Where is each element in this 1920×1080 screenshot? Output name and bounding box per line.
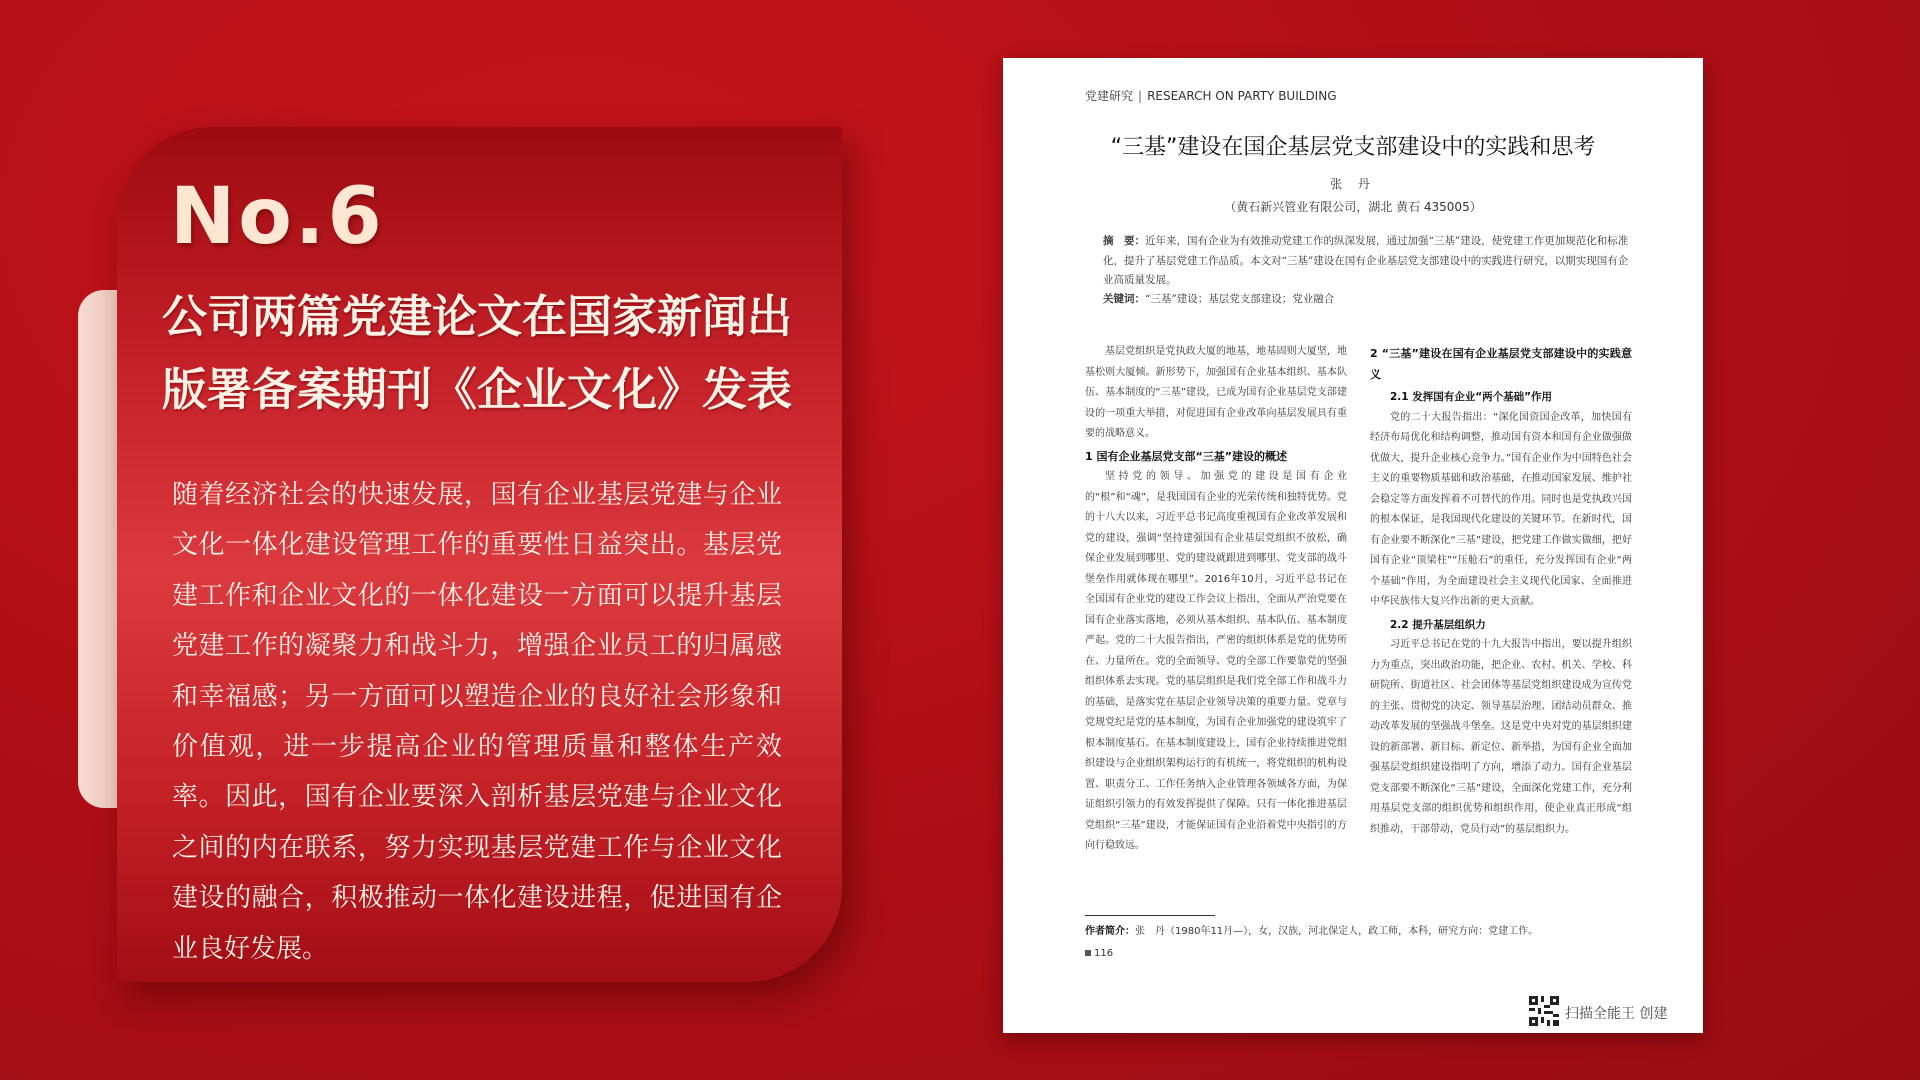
section-heading: 2 “三基”建设在国有企业基层党支部建设中的实践意义 bbox=[1370, 347, 1632, 381]
abstract-text: 近年来，国有企业为有效推动党建工作的纵深发展，通过加强“三基”建设，使党建工作更加规范化和标准化，提升了基层党建工作品质。本文对“三基”建设在国有企业基层党支部建设中的实践进行研究，以期实现国有企业高质量发展。 bbox=[1103, 235, 1629, 286]
subsection-heading: 2.1 发挥国有企业“两个基础”作用 bbox=[1390, 391, 1553, 403]
paper-paragraph: 坚持党的领导、加强党的建设是国有企业的“根”和“魂”，是我国国有企业的光荣传统和独特优势。党的十八大以来，习近平总书记高度重视国有企业改革发展和党的建设，强调“坚持建强国有企业基层党组织不放松，确保企业发展到哪里、党的建设就跟进到哪里、党支部的战斗堡垒作用就体现在哪里”。2016年10月，习近平总书记在全国国有企业党的建设工作会议上指出，全面从严治党要在国有企业落实落地，必须从基本组织、基本队伍、基本制度严起。党的二十大报告指出，严密的组织体系是党的优势所在、力量所在。党的全面领导、党的全部工作要靠党的坚强组织体系去实现。党的基层组织是我们党全部工作和战斗力的基础，是落实党在基层企业领导决策的重要力量。党章与党规党纪是党的基本制度，为国有企业加强党的建设筑牢了根本制度基石。在基本制度建设上，国有企业持续推进党组织建设与企业组织架构运行的有机统一，将党组织的机构设置、职责分工、工作任务纳入企业管理各领域各方面，为保证组织引领力的有效发挥提供了保障。只有一体化推进基层党组织“三基”建设，才能保证国有企业沿着党中央指引的方向行稳致远。 bbox=[1085, 471, 1347, 851]
paper-affiliation: （黄石新兴管业有限公司，湖北 黄石 435005） bbox=[1224, 200, 1482, 214]
author-note-label: 作者简介： bbox=[1085, 926, 1135, 937]
paper-paragraph: 基层党组织是党执政大厦的地基，地基固则大厦坚，地基松则大厦倾。新形势下，加强国有企业基本组织、基本队伍、基本制度的“三基”建设，已成为国有企业基层党支部建设的一项重大举措，对促进国有企业改革向基层发展具有重要的战略意义。 bbox=[1085, 346, 1347, 439]
qr-code-icon bbox=[1529, 996, 1559, 1026]
subsection-heading: 2.2 提升基层组织力 bbox=[1390, 618, 1486, 631]
paper-keywords bbox=[1103, 291, 1629, 306]
paper-abstract bbox=[1103, 232, 1629, 291]
paper-column-right bbox=[1370, 342, 1632, 840]
headline-line-1: 公司两篇党建论文在国家新闻出 bbox=[162, 290, 793, 343]
footnote-divider bbox=[1085, 915, 1215, 916]
paper-author: 张 丹 bbox=[1330, 177, 1376, 191]
page-number bbox=[1085, 948, 1113, 959]
header-separator: | bbox=[1138, 89, 1143, 103]
paper-paragraph: 党的二十大报告指出：“深化国资国企改革，加快国有经济布局优化和结构调整，推动国有资本和国有企业做强做优做大，提升企业核心竞争力。”国有企业作为中国特色社会主义的重要物质基础和政治基础，在推动国家发展、维护社会稳定等方面发挥着不可替代的作用。同时也是党执政兴国的根本保证，是我国现代化建设的关键环节。在新时代，国有企业要不断深化“三基”建设，把党建工作做实做细，把好国有企业“顶梁柱”“压舱石”的重任，充分发挥国有企业“两个基础”作用，为全面建设社会主义现代化国家、全面推进中华民族伟大复兴作出新的更大贡献。 bbox=[1370, 411, 1632, 607]
journal-header bbox=[1085, 87, 1337, 104]
journal-section-cn: 党建研究 bbox=[1085, 89, 1134, 103]
author-note bbox=[1085, 922, 1645, 937]
issue-number: No.6 bbox=[170, 172, 385, 262]
headline bbox=[162, 280, 842, 426]
section-heading: 1 国有企业基层党支部“三基”建设的概述 bbox=[1085, 449, 1287, 463]
keywords-label: 关键词： bbox=[1103, 293, 1145, 305]
author-note-text: 张 丹（1980年11月—），女，汉族，河北保定人，政工师，本科，研究方向：党建工作。 bbox=[1135, 926, 1539, 937]
paper-column-left bbox=[1085, 342, 1347, 857]
headline-line-2: 版署备案期刊《企业文化》发表 bbox=[162, 363, 793, 416]
journal-section-en: RESEARCH ON PARTY BUILDING bbox=[1147, 89, 1337, 103]
paper-page bbox=[1003, 58, 1703, 1033]
intro-paragraph: 随着经济社会的快速发展，国有企业基层党建与企业文化一体化建设管理工作的重要性日益突出。基层党建工作和企业文化的一体化建设一方面可以提升基层党建工作的凝聚力和战斗力，增强企业员工的归属感和幸福感；另一方面可以塑造企业的良好社会形象和价值观，进一步提高企业的管理质量和整体生产效率。因此，国有企业要深入剖析基层党建与企业文化之间的内在联系，努力实现基层党建工作与企业文化建设的融合，积极推动一体化建设进程，促进国有企业良好发展。 bbox=[172, 480, 782, 964]
paper-paragraph: 习近平总书记在党的十九大报告中指出，要以提升组织力为重点，突出政治功能，把企业、农村、机关、学校、科研院所、街道社区、社会团体等基层党组织建设成为宣传党的主张、贯彻党的决定、领导基层治理、团结动员群众、推动改革发展的坚强战斗堡垒。这是党中央对党的基层组织建设的新部署、新目标、新定位、新举措，为国有企业全面加强基层党组织建设指明了方向，增添了动力。国有企业基层党支部要不断深化“三基”建设，全面深化党建工作，充分利用基层党支部的组织优势和组织作用，使企业真正形成“组织推动，干部带动，党员行动”的基层组织力。 bbox=[1370, 639, 1632, 835]
paper-title: “三基”建设在国企基层党支部建设中的实践和思考 bbox=[1110, 135, 1596, 160]
scan-watermark: 扫描全能王 创建 bbox=[1565, 1006, 1668, 1022]
page-number-value: 116 bbox=[1094, 948, 1114, 959]
page-marker-icon bbox=[1085, 950, 1091, 956]
abstract-label: 摘 要： bbox=[1103, 235, 1145, 247]
keywords-text: “三基”建设；基层党支部建设；党业融合 bbox=[1145, 293, 1335, 305]
